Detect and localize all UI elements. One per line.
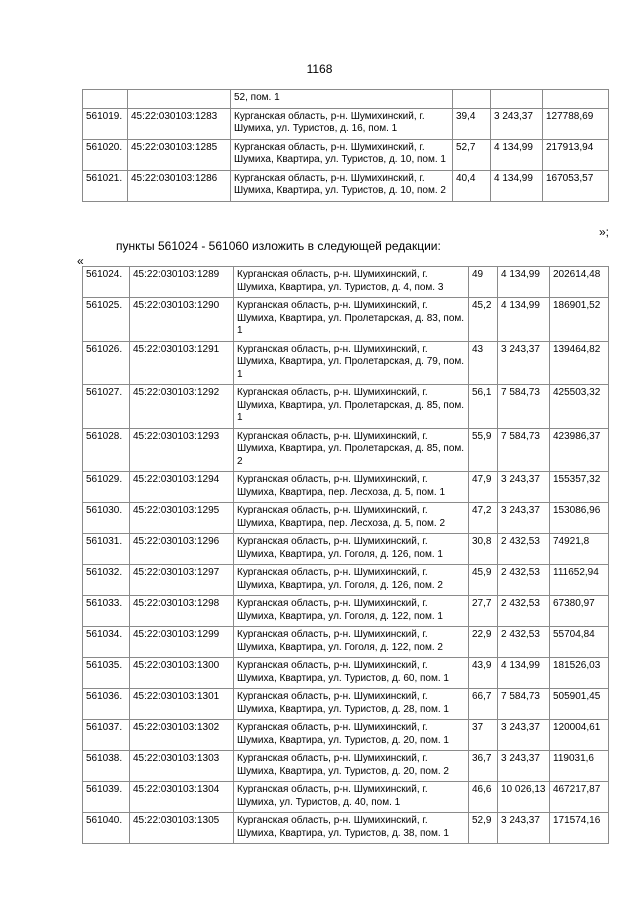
cadastral-table-previous xyxy=(82,89,609,202)
row-number-cell: 561026. xyxy=(83,341,130,385)
value-cell: 425503,32 xyxy=(550,385,609,429)
cadastral-table-amended xyxy=(82,266,609,844)
table-row xyxy=(83,341,609,385)
row-number-cell: 561037. xyxy=(83,720,130,751)
value-cell: 155357,32 xyxy=(550,472,609,503)
area-cell: 30,8 xyxy=(469,534,498,565)
table-row xyxy=(83,782,609,813)
row-number-cell: 561025. xyxy=(83,298,130,342)
rate-cell: 4 134,99 xyxy=(491,170,543,201)
closing-quote: »; xyxy=(598,225,609,239)
cadastral-number-cell xyxy=(128,90,231,109)
amendment-instruction: пункты 561024 - 561060 изложить в следующей редакции: xyxy=(116,239,441,253)
address-cell: Курганская область, р-н. Шумихинский, г. Шумиха, Квартира, ул. Туристов, д. 38, пом. 1 xyxy=(234,813,469,844)
value-cell xyxy=(543,90,609,109)
row-number-cell: 561024. xyxy=(83,267,130,298)
table-row xyxy=(83,658,609,689)
address-cell: Курганская область, р-н. Шумихинский, г. Шумиха, Квартира, ул. Гоголя, д. 126, пом. 2 xyxy=(234,565,469,596)
opening-quote: « xyxy=(77,254,84,268)
area-cell: 45,9 xyxy=(469,565,498,596)
row-number-cell: 561020. xyxy=(83,139,128,170)
address-cell: Курганская область, р-н. Шумихинский, г. Шумиха, Квартира, ул. Пролетарская, д. 79, пом. 1 xyxy=(234,341,469,385)
rate-cell: 4 134,99 xyxy=(498,298,550,342)
area-cell: 52,9 xyxy=(469,813,498,844)
rate-cell: 2 432,53 xyxy=(498,565,550,596)
area-cell: 45,2 xyxy=(469,298,498,342)
value-cell: 67380,97 xyxy=(550,596,609,627)
value-cell: 217913,94 xyxy=(543,139,609,170)
row-number-cell: 561028. xyxy=(83,428,130,472)
area-cell: 46,6 xyxy=(469,782,498,813)
area-cell: 52,7 xyxy=(453,139,491,170)
area-cell: 37 xyxy=(469,720,498,751)
row-number-cell: 561032. xyxy=(83,565,130,596)
table-row xyxy=(83,90,609,109)
cadastral-number-cell: 45:22:030103:1301 xyxy=(130,689,234,720)
cadastral-number-cell: 45:22:030103:1290 xyxy=(130,298,234,342)
rate-cell: 2 432,53 xyxy=(498,596,550,627)
table-row xyxy=(83,472,609,503)
table-row xyxy=(83,689,609,720)
rate-cell: 7 584,73 xyxy=(498,689,550,720)
cadastral-number-cell: 45:22:030103:1291 xyxy=(130,341,234,385)
address-cell: Курганская область, р-н. Шумихинский, г. Шумиха, Квартира, ул. Пролетарская, д. 83, пом. 1 xyxy=(234,298,469,342)
address-cell: Курганская область, р-н. Шумихинский, г. Шумиха, Квартира, пер. Лесхоза, д. 5, пом. 2 xyxy=(234,503,469,534)
area-cell: 47,2 xyxy=(469,503,498,534)
address-cell: Курганская область, р-н. Шумихинский, г. Шумиха, Квартира, пер. Лесхоза, д. 5, пом. 1 xyxy=(234,472,469,503)
cadastral-number-cell: 45:22:030103:1285 xyxy=(128,139,231,170)
cadastral-number-cell: 45:22:030103:1292 xyxy=(130,385,234,429)
rate-cell: 4 134,99 xyxy=(498,658,550,689)
table-row xyxy=(83,751,609,782)
row-number-cell: 561030. xyxy=(83,503,130,534)
table-row xyxy=(83,720,609,751)
address-cell: Курганская область, р-н. Шумихинский, г. Шумиха, Квартира, ул. Пролетарская, д. 85, пом. 2 xyxy=(234,428,469,472)
row-number-cell: 561033. xyxy=(83,596,130,627)
value-cell: 127788,69 xyxy=(543,108,609,139)
table-row xyxy=(83,428,609,472)
table-row xyxy=(83,170,609,201)
area-cell: 39,4 xyxy=(453,108,491,139)
table-row xyxy=(83,139,609,170)
area-cell: 27,7 xyxy=(469,596,498,627)
address-cell: Курганская область, р-н. Шумихинский, г. Шумиха, Квартира, ул. Туристов, д. 20, пом. 1 xyxy=(234,720,469,751)
row-number-cell: 561034. xyxy=(83,627,130,658)
cadastral-number-cell: 45:22:030103:1294 xyxy=(130,472,234,503)
address-cell: Курганская область, р-н. Шумихинский, г. Шумиха, Квартира, ул. Туристов, д. 10, пом. 1 xyxy=(231,139,453,170)
cadastral-number-cell: 45:22:030103:1286 xyxy=(128,170,231,201)
row-number-cell: 561021. xyxy=(83,170,128,201)
address-cell: Курганская область, р-н. Шумихинский, г. Шумиха, Квартира, ул. Гоголя, д. 122, пом. 2 xyxy=(234,627,469,658)
value-cell: 167053,57 xyxy=(543,170,609,201)
cadastral-number-cell: 45:22:030103:1297 xyxy=(130,565,234,596)
table-body xyxy=(83,267,609,844)
address-cell: Курганская область, р-н. Шумихинский, г. Шумиха, Квартира, ул. Гоголя, д. 126, пом. 1 xyxy=(234,534,469,565)
value-cell: 111652,94 xyxy=(550,565,609,596)
rate-cell: 3 243,37 xyxy=(498,341,550,385)
cadastral-number-cell: 45:22:030103:1299 xyxy=(130,627,234,658)
rate-cell: 3 243,37 xyxy=(498,720,550,751)
cadastral-number-cell: 45:22:030103:1304 xyxy=(130,782,234,813)
area-cell: 47,9 xyxy=(469,472,498,503)
rate-cell: 2 432,53 xyxy=(498,627,550,658)
area-cell: 36,7 xyxy=(469,751,498,782)
rate-cell: 3 243,37 xyxy=(498,813,550,844)
area-cell: 22,9 xyxy=(469,627,498,658)
value-cell: 186901,52 xyxy=(550,298,609,342)
area-cell: 40,4 xyxy=(453,170,491,201)
page-number: 1168 xyxy=(306,62,333,76)
row-number-cell: 561040. xyxy=(83,813,130,844)
address-cell: 52, пом. 1 xyxy=(231,90,453,109)
rate-cell: 2 432,53 xyxy=(498,534,550,565)
row-number-cell: 561039. xyxy=(83,782,130,813)
cadastral-number-cell: 45:22:030103:1293 xyxy=(130,428,234,472)
rate-cell: 4 134,99 xyxy=(491,139,543,170)
rate-cell: 3 243,37 xyxy=(498,472,550,503)
row-number-cell: 561035. xyxy=(83,658,130,689)
area-cell: 66,7 xyxy=(469,689,498,720)
value-cell: 171574,16 xyxy=(550,813,609,844)
value-cell: 467217,87 xyxy=(550,782,609,813)
table-row xyxy=(83,627,609,658)
value-cell: 55704,84 xyxy=(550,627,609,658)
cadastral-number-cell: 45:22:030103:1295 xyxy=(130,503,234,534)
table-row xyxy=(83,596,609,627)
value-cell: 181526,03 xyxy=(550,658,609,689)
value-cell: 120004,61 xyxy=(550,720,609,751)
address-cell: Курганская область, р-н. Шумихинский, г. Шумиха, Квартира, ул. Гоголя, д. 122, пом. 1 xyxy=(234,596,469,627)
cadastral-number-cell: 45:22:030103:1303 xyxy=(130,751,234,782)
value-cell: 139464,82 xyxy=(550,341,609,385)
table-body xyxy=(83,90,609,202)
address-cell: Курганская область, р-н. Шумихинский, г. Шумиха, Квартира, ул. Туристов, д. 20, пом. 2 xyxy=(234,751,469,782)
cadastral-number-cell: 45:22:030103:1302 xyxy=(130,720,234,751)
value-cell: 423986,37 xyxy=(550,428,609,472)
cadastral-number-cell: 45:22:030103:1289 xyxy=(130,267,234,298)
cadastral-number-cell: 45:22:030103:1283 xyxy=(128,108,231,139)
value-cell: 505901,45 xyxy=(550,689,609,720)
row-number-cell: 561038. xyxy=(83,751,130,782)
value-cell: 153086,96 xyxy=(550,503,609,534)
row-number-cell: 561027. xyxy=(83,385,130,429)
cadastral-number-cell: 45:22:030103:1298 xyxy=(130,596,234,627)
table-row xyxy=(83,565,609,596)
row-number-cell: 561029. xyxy=(83,472,130,503)
area-cell: 43 xyxy=(469,341,498,385)
rate-cell: 3 243,37 xyxy=(498,751,550,782)
cadastral-number-cell: 45:22:030103:1296 xyxy=(130,534,234,565)
rate-cell: 3 243,37 xyxy=(491,108,543,139)
table-row xyxy=(83,385,609,429)
value-cell: 119031,6 xyxy=(550,751,609,782)
area-cell: 56,1 xyxy=(469,385,498,429)
rate-cell: 7 584,73 xyxy=(498,385,550,429)
address-cell: Курганская область, р-н. Шумихинский, г. Шумиха, Квартира, ул. Туристов, д. 4, пом. 3 xyxy=(234,267,469,298)
rate-cell: 10 026,13 xyxy=(498,782,550,813)
table-row xyxy=(83,108,609,139)
rate-cell xyxy=(491,90,543,109)
cadastral-number-cell: 45:22:030103:1300 xyxy=(130,658,234,689)
table-row xyxy=(83,503,609,534)
table-row xyxy=(83,534,609,565)
rate-cell: 3 243,37 xyxy=(498,503,550,534)
table-row xyxy=(83,267,609,298)
area-cell: 55,9 xyxy=(469,428,498,472)
row-number-cell xyxy=(83,90,128,109)
area-cell: 49 xyxy=(469,267,498,298)
address-cell: Курганская область, р-н. Шумихинский, г. Шумиха, Квартира, ул. Туристов, д. 28, пом. 1 xyxy=(234,689,469,720)
address-cell: Курганская область, р-н. Шумихинский, г. Шумиха, Квартира, ул. Туристов, д. 10, пом. 2 xyxy=(231,170,453,201)
row-number-cell: 561036. xyxy=(83,689,130,720)
address-cell: Курганская область, р-н. Шумихинский, г. Шумиха, ул. Туристов, д. 16, пом. 1 xyxy=(231,108,453,139)
value-cell: 74921,8 xyxy=(550,534,609,565)
table-row xyxy=(83,298,609,342)
rate-cell: 4 134,99 xyxy=(498,267,550,298)
table-row xyxy=(83,813,609,844)
value-cell: 202614,48 xyxy=(550,267,609,298)
area-cell: 43,9 xyxy=(469,658,498,689)
rate-cell: 7 584,73 xyxy=(498,428,550,472)
row-number-cell: 561031. xyxy=(83,534,130,565)
address-cell: Курганская область, р-н. Шумихинский, г. Шумиха, Квартира, ул. Туристов, д. 60, пом. 1 xyxy=(234,658,469,689)
row-number-cell: 561019. xyxy=(83,108,128,139)
address-cell: Курганская область, р-н. Шумихинский, г. Шумиха, ул. Туристов, д. 40, пом. 1 xyxy=(234,782,469,813)
area-cell xyxy=(453,90,491,109)
address-cell: Курганская область, р-н. Шумихинский, г. Шумиха, Квартира, ул. Пролетарская, д. 85, пом. 1 xyxy=(234,385,469,429)
cadastral-number-cell: 45:22:030103:1305 xyxy=(130,813,234,844)
